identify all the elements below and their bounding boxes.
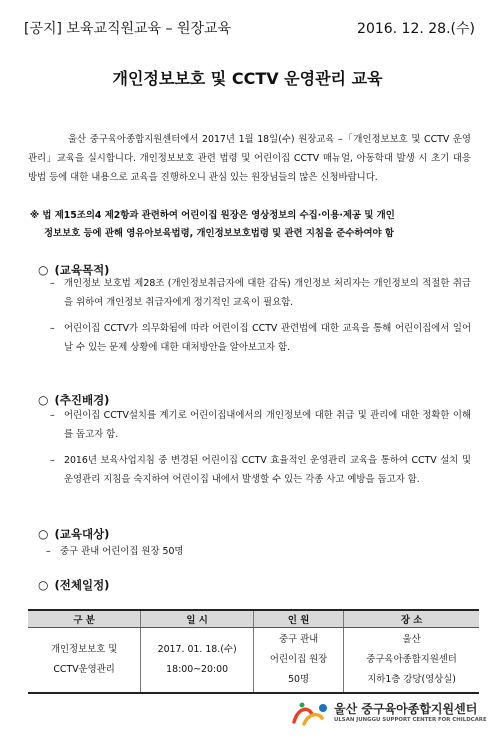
section-title-purpose: (교육목적) xyxy=(54,263,110,277)
column-header-place: 장 소 xyxy=(344,610,479,628)
dash-bullet-icon: – xyxy=(46,546,51,557)
section-heading-schedule xyxy=(38,577,109,593)
circle-bullet-icon: ○ xyxy=(38,578,49,592)
table-row xyxy=(28,628,479,694)
center-logo-icon xyxy=(290,700,330,728)
notice-header xyxy=(24,18,475,40)
circle-bullet-icon: ○ xyxy=(38,527,49,541)
logo-swoosh-orange xyxy=(304,715,322,724)
page-title: 개인정보보호 및 CCTV 운영관리 교육 xyxy=(112,69,383,88)
center-logo xyxy=(290,697,490,729)
logo-dot-blue xyxy=(319,704,327,712)
intro-paragraph: 울산 중구육아종합지원센터에서 2017년 1월 18일(수) 원장교육 –「개인정보보호 및 CCTV 운영관리」교육을 실시합니다. 개인정보보호 관련 법령 및 어린이집 CCTV 매뉴얼, 아동학대 발생 시 초기 대응 방법 등에 대한 내용으로 교육을 진행하오니 관심 있는 원장님들의 많은 신청바랍니다. xyxy=(28,134,471,183)
notice-category: [공지] 보육교직원교육 – 원장교육 xyxy=(24,21,232,37)
target-list xyxy=(46,543,471,570)
section-heading-background xyxy=(38,392,109,408)
dash-bullet-icon: – xyxy=(50,455,55,466)
logo-dot-green xyxy=(300,703,305,708)
section-title-background: (추진배경) xyxy=(54,393,110,407)
purpose-list xyxy=(50,275,471,365)
dash-bullet-icon: – xyxy=(50,278,55,289)
column-header-category: 구 분 xyxy=(28,610,141,628)
column-header-datetime: 일 시 xyxy=(141,610,254,628)
legal-notice xyxy=(30,207,471,243)
section-title-target: (교육대상) xyxy=(54,527,110,541)
list-item: – 중구 관내 어린이집 원장 50명 xyxy=(46,543,471,562)
section-heading-target xyxy=(38,526,109,542)
list-item: – 2016년 보육사업지침 중 변경된 어린이집 CCTV 효율적인 운영관리 교육을 통하여 CCTV 설치 및 운영관리 지침을 숙지하여 어린이집 내에서 발생할 수 있는 각종 사고 예방을 돕고자 함. xyxy=(50,452,471,489)
circle-bullet-icon: ○ xyxy=(38,263,49,277)
list-item: – 개인정보 보호법 제28조 (개인정보취급자에 대한 감독) 개인정보 처리자는 개인정보의 적절한 취급을 위하여 개인정보 취급자에게 정기적인 교육이 필요함. xyxy=(50,275,471,312)
schedule-table xyxy=(28,609,479,694)
table-header-row xyxy=(28,610,479,628)
center-logo-name: 울산 중구육아종합지원센터 xyxy=(334,702,478,716)
list-item: – 어린이집 CCTV가 의무화됨에 따라 어린이집 CCTV 관련법에 대한 교육을 통해 어린이집에서 일어날 수 있는 문제 상황에 대한 대처방안을 알아보고자 함. xyxy=(50,320,471,357)
cell-people: 중구 관내 어린이집 원장 50명 xyxy=(254,628,344,694)
section-title-schedule: (전체일정) xyxy=(54,578,110,592)
dash-bullet-icon: – xyxy=(50,410,55,421)
notice-date: 2016. 12. 28.(수) xyxy=(357,21,475,37)
list-item: – 어린이집 CCTV설치를 계기로 어린이집내에서의 개인정보에 대한 취급 및 관리에 대한 정확한 이해를 돕고자 함. xyxy=(50,407,471,444)
dash-bullet-icon: – xyxy=(50,323,55,334)
center-logo-subtitle: ULSAN JUNGGU SUPPORT CENTER FOR CHILDCARE xyxy=(334,717,487,723)
column-header-people: 인 원 xyxy=(254,610,344,628)
circle-bullet-icon: ○ xyxy=(38,393,49,407)
background-list xyxy=(50,407,471,497)
legal-notice-line1: ※ 법 제15조의4 제2항과 관련하여 어린이집 원장은 영상정보의 수집·이용·제공 및 개인 xyxy=(30,210,395,221)
legal-notice-line2: 정보보호 등에 관해 영유아보육법령, 개인정보보호법령 및 관련 지침을 준수하여야 함 xyxy=(44,228,394,239)
cell-datetime: 2017. 01. 18.(수) 18:00~20:00 xyxy=(141,628,254,694)
cell-category: 개인정보보호 및 CCTV운영관리 xyxy=(28,628,141,694)
cell-place: 울산 중구육아종합지원센터 지하1층 강당(영상실) xyxy=(344,628,479,694)
